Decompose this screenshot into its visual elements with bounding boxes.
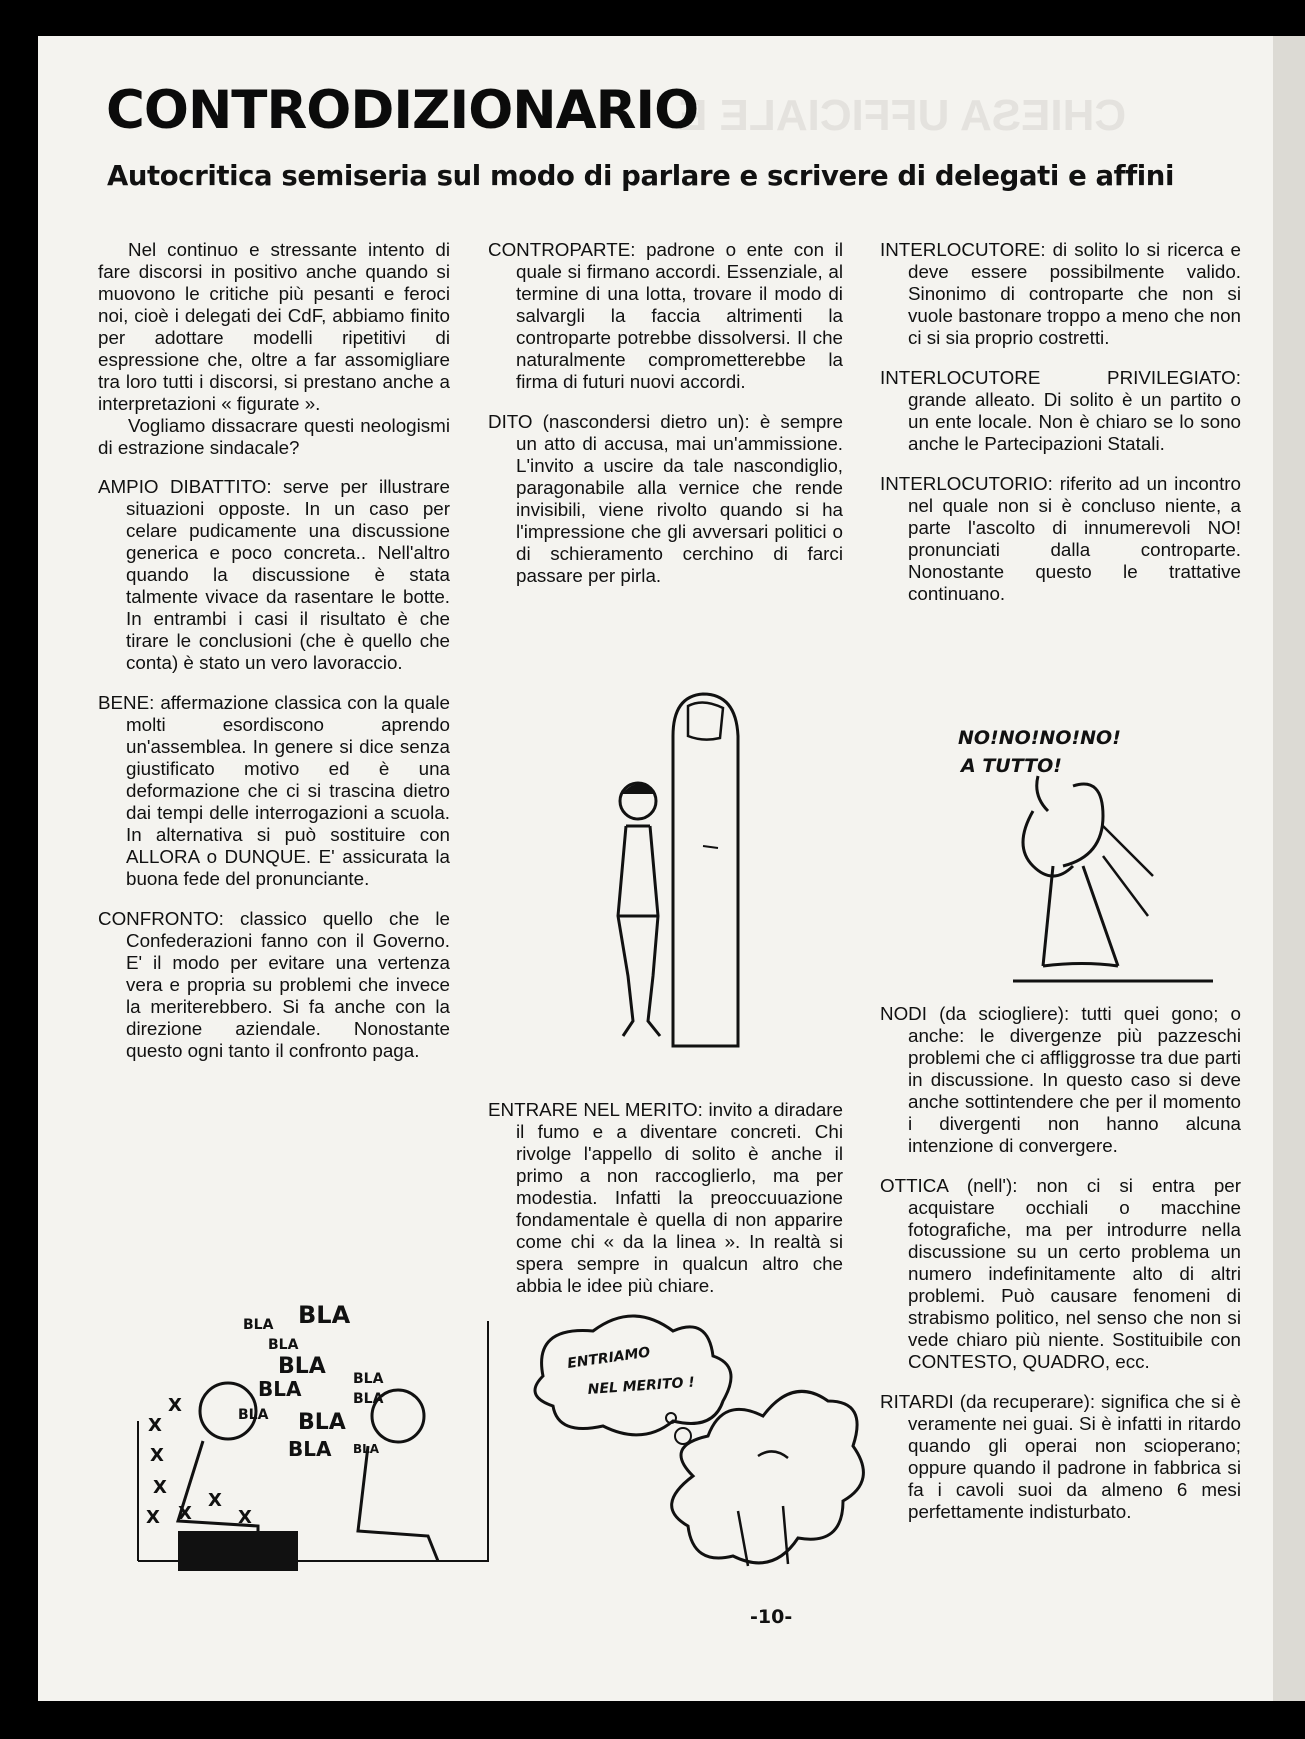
- column-2-lower: [488, 1099, 843, 1315]
- speech-cloud: [535, 1316, 731, 1435]
- entry-term: CONTROPARTE:: [488, 239, 636, 260]
- entry-nodi: [880, 1003, 1241, 1157]
- x-mark: X: [146, 1507, 160, 1528]
- entry-term: INTERLOCUTORE:: [880, 239, 1046, 260]
- bla-7: BLA: [238, 1407, 269, 1423]
- bla-10: BLA: [288, 1437, 332, 1461]
- bubble-line-2: NEL MERITO !: [587, 1374, 696, 1398]
- entry-entrare-nel-merito: [488, 1099, 843, 1297]
- entry-ritardi: [880, 1391, 1241, 1523]
- entry-text: (nascondersi dietro un): è sempre un atto di accusa, mai un'ammissione. L'invito a uscire da tale nascondiglio, paragonabile alla vernice che rende invisibili, viene rivolto quando si ha l'impressione che gli avversari politici o di schieramento cerchino di farci passare per pirla.: [516, 411, 844, 586]
- entry-interlocutore-privilegiato: [880, 367, 1241, 455]
- bleed-through-text: CHIESA UFFICIALE E: [678, 91, 1127, 140]
- entry-term: ENTRARE NEL MERITO:: [488, 1099, 703, 1120]
- adjacent-page-edge: [1273, 36, 1305, 1701]
- column-3-lower: [880, 1003, 1241, 1541]
- bla-2: BLA: [298, 1301, 351, 1329]
- bubble-line-1: ENTRIAMO: [566, 1344, 652, 1372]
- bla-5: BLA: [258, 1377, 302, 1401]
- bla-6: BLA: [353, 1391, 384, 1407]
- entry-interlocutore: [880, 239, 1241, 349]
- entry-ottica: [880, 1175, 1241, 1373]
- x-mark: X: [208, 1490, 222, 1511]
- entry-bene: [98, 692, 450, 890]
- entry-term: AMPIO DIBATTITO:: [98, 476, 272, 497]
- entry-interlocutorio: [880, 473, 1241, 605]
- entry-term: OTTICA: [880, 1175, 948, 1196]
- entry-term: CONFRONTO:: [98, 908, 224, 929]
- bla-9: BLA: [353, 1371, 384, 1387]
- entry-text: serve per illustrare situazioni opposte. In un caso per celare pudicamente una discussione generica e poco concreta.. Nell'altro quando la discussione è stata talmente vivace da rasentare le botte. In entrambi i casi il risultato è che tirare le conclusioni (che è quello che conta) è stato un vero lavoraccio.: [126, 476, 451, 673]
- entry-term: INTERLOCUTORIO:: [880, 473, 1053, 494]
- bla-4: BLA: [278, 1354, 326, 1379]
- entry-text: di solito lo si ricerca e deve essere possibilmente valido. Sinonimo di controparte che non si vuole bastonare troppo a meno che non ci si sia proprio costretti.: [908, 239, 1241, 348]
- entry-text: (nell'): non ci si entra per acquistare occhiali o macchine fotografiche, ma per introdurre nella discussione su un certo problema un numero indefinitamente alto di altri problemi. Può causare fenomeni di strabismo politico, nel senso che non si vede chiaro più niente. Sostituibile con CONTESTO, QUADRO, ecc.: [908, 1175, 1242, 1372]
- page-title: CONTRODIZIONARIO: [106, 80, 699, 141]
- bla-3: BLA: [268, 1337, 299, 1353]
- entry-text: invito a diradare il fumo e a diventare concreti. Chi rivolge l'appello di solito è anche il primo a non raccoglierlo, ma per modestia. Infatti la preoccuuazione fondamentale è quella di non apparire come chi « da la linea ». In realtà si spera sempre in qualcun altro che abbia le idee più chiare.: [516, 1099, 843, 1296]
- x-mark: X: [238, 1507, 252, 1528]
- column-1: [98, 239, 450, 1080]
- entry-text: (da recuperare): significa che si è veramente nei guai. Si è infatti in ritardo quando gli operai non scioperano; oppure quando il padrone in fabbrica si fa i cavoli suoi da almeno 6 mesi perfettamente indisturbato.: [908, 1391, 1241, 1522]
- intro-question: Vogliamo dissacrare questi neologismi di estrazione sindacale?: [98, 415, 450, 458]
- x-mark: X: [178, 1503, 192, 1524]
- x-mark: X: [153, 1477, 167, 1498]
- intro-paragraph: Nel continuo e stressante intento di fare discorsi in positivo anche quando si muovono le critiche più pesanti e feroci noi, cioè i delegati dei CdF, abbiamo finito per adottare modelli ripetitivi di espressione che, oltre a far assomigliare tra loro tutti i discorsi, si prestano anche a interpretazioni « figurate ».: [98, 239, 450, 414]
- magazine-page: [38, 36, 1273, 1701]
- smoke-cloud: [672, 1391, 864, 1563]
- page-number: -10-: [750, 1606, 793, 1628]
- bla-bla-cartoon: [108, 1301, 508, 1601]
- x-mark: X: [168, 1395, 182, 1416]
- column-3: [880, 239, 1241, 623]
- bla-11: BLA: [353, 1442, 380, 1456]
- entriamo-nel-merito-cartoon: [523, 1306, 883, 1606]
- entry-text: (da sciogliere): tutti quei gono; o anche: le divergenze più pazzeschi problemi che ci affliggrosse tra due parti in discussione. In questo caso si deve anche sottintendere che per il momento i divergenti non hanno alcuna intenzione di convergere.: [908, 1003, 1241, 1156]
- entry-dito: [488, 411, 843, 587]
- entry-controparte: [488, 239, 843, 393]
- entry-term: NODI: [880, 1003, 927, 1024]
- entry-term: DITO: [488, 411, 533, 432]
- no-caption-line-2: A TUTTO!: [961, 755, 1062, 777]
- crowd-silhouette: [178, 1531, 298, 1571]
- column-2: [488, 239, 843, 605]
- page-subtitle: Autocritica semiseria sul modo di parlare e scrivere di delegati e affini: [107, 160, 1175, 192]
- entry-text: padrone o ente con il quale si firmano accordi. Essenziale, al termine di una lotta, trovare il modo di salvargli la faccia altrimenti la controparte potrebbe dissolversi. Il che naturalmente comprometterebbe la firma di futuri nuovi accordi.: [516, 239, 843, 392]
- entry-text: grande alleato. Di solito è un partito o un ente locale. Non è chiaro se lo sono anche le Partecipazioni Statali.: [908, 389, 1241, 454]
- entry-term: RITARDI: [880, 1391, 954, 1412]
- entry-text: affermazione classica con la quale molti esordiscono aprendo un'assemblea. In genere si dice senza giustificato motivo ed è una deformazione che ci si trascina dietro dai tempi delle interrogazioni a scuola. In alternativa si può sostituire con ALLORA o DUNQUE. E' assicurata la buona fede del pronunciante.: [126, 692, 450, 889]
- x-mark: X: [148, 1415, 162, 1436]
- x-mark: X: [150, 1445, 164, 1466]
- bla-1: BLA: [243, 1317, 274, 1333]
- entry-term: INTERLOCUTORE PRIVILEGIATO:: [880, 367, 1241, 388]
- entry-text: riferito ad un incontro nel quale non si è concluso niente, a parte l'ascolto di innumerevoli NO! pronunciati dalla controparte. Nonostante questo le trattative continuano.: [908, 473, 1242, 604]
- no-no-cartoon: [953, 716, 1253, 1016]
- entry-term: BENE:: [98, 692, 155, 713]
- no-caption-line-1: NO!NO!NO!NO!: [958, 727, 1121, 749]
- entry-text: classico quello che le Confederazioni fanno con il Governo. E' il modo per evitare una vertenza vera e propria su problemi che invece la meriterebbero. Si fa anche con la direzione aziendale. Nonostante questo ogni tanto il confronto paga.: [126, 908, 451, 1061]
- entry-ampio-dibattito: [98, 476, 450, 674]
- entry-confronto: [98, 908, 450, 1062]
- finger-cartoon: [578, 676, 808, 1076]
- bla-8: BLA: [298, 1410, 346, 1435]
